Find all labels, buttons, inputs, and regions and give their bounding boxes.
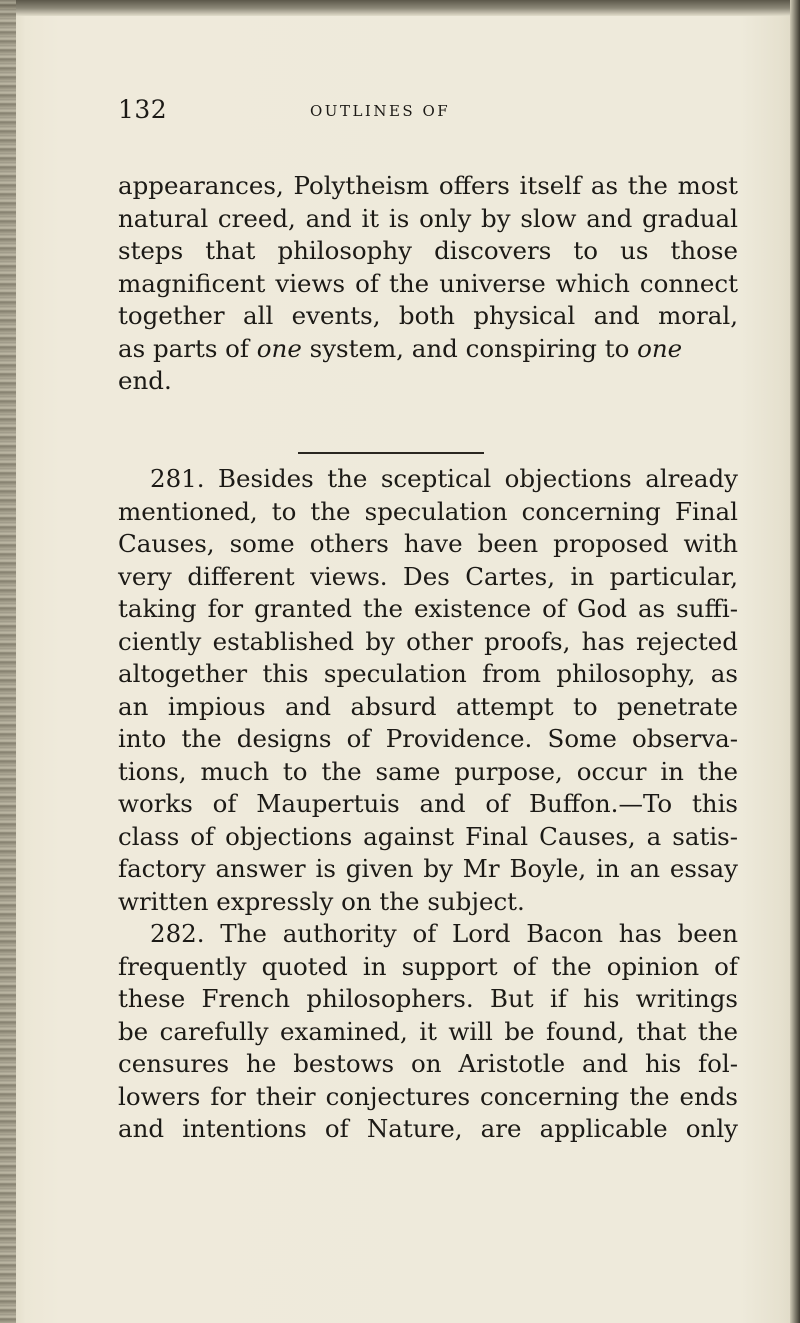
italic-word: one: [256, 333, 302, 363]
continued-paragraph: [118, 170, 738, 398]
running-head: OUTLINES OF: [310, 102, 451, 120]
text-line: very different views. Des Cartes, in particular,: [118, 561, 738, 591]
text-line: censures he bestows on Aristotle and his fol-: [118, 1049, 738, 1078]
text-line: be carefully examined, it will be found, that the: [118, 1016, 738, 1046]
text-line: frequently quoted in support of the opinion of: [118, 951, 738, 981]
text-run: as parts of: [118, 333, 257, 363]
text-line: class of objections against Final Causes, a satis-: [118, 821, 738, 851]
text-line-with-italics: [118, 333, 738, 366]
section-281-first-line: 281. Besides the sceptical objections already: [150, 464, 738, 493]
body-sections: [118, 463, 738, 1146]
text-line: written expressly on the subject.: [118, 886, 525, 916]
scan-top-edge: [0, 0, 800, 16]
section-divider: [298, 452, 484, 454]
text-line: lowers for their conjectures concerning the ends: [118, 1081, 738, 1111]
text-line: and intentions of Nature, are applicable only: [118, 1114, 738, 1143]
text-line: factory answer is given by Mr Boyle, in an essay: [118, 854, 738, 883]
text-line: ciently established by other proofs, has rejected: [118, 626, 738, 656]
text-line: together all events, both physical and moral,: [118, 301, 738, 330]
text-line: Causes, some others have been proposed with: [118, 529, 738, 558]
text-line: into the designs of Providence. Some observa-: [118, 724, 738, 753]
text-line: taking for granted the existence of God as suffi-: [118, 594, 738, 623]
book-binding-edge: [0, 0, 16, 1323]
text-line: altogether this speculation from philosophy, as: [118, 659, 738, 688]
text-line: tions, much to the same purpose, occur in the: [118, 756, 738, 786]
text-line: magnificent views of the universe which connect: [118, 268, 738, 298]
text-line: mentioned, to the speculation concerning Final: [118, 496, 738, 526]
section-282-first-line: 282. The authority of Lord Bacon has been: [150, 919, 738, 948]
text-line: works of Maupertuis and of Buffon.—To this: [118, 789, 738, 818]
text-run: system, and conspiring to: [301, 333, 638, 363]
text-line: appearances, Polytheism offers itself as the most: [118, 171, 738, 200]
text-line: natural creed, and it is only by slow and gradual: [118, 203, 738, 233]
text-line: an impious and absurd attempt to penetrate: [118, 691, 738, 721]
text-line: these French philosophers. But if his writings: [118, 984, 738, 1013]
page-number: 132: [118, 95, 168, 124]
text-line: end.: [118, 366, 172, 395]
scan-right-edge: [790, 0, 800, 1323]
text-line: steps that philosophy discovers to us those: [118, 236, 738, 265]
italic-word: one: [637, 333, 683, 363]
page-header: [118, 95, 718, 135]
